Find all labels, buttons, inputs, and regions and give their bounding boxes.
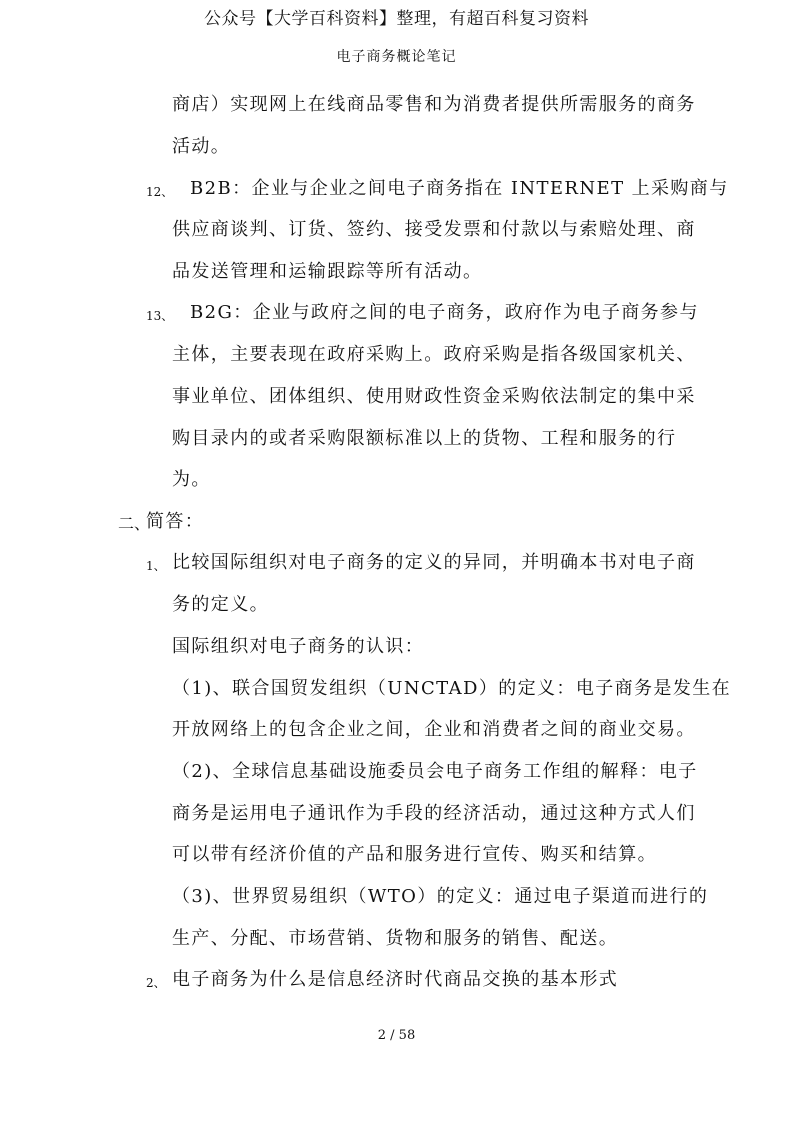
section-heading: 简答： bbox=[146, 511, 205, 532]
text-line: 供应商谈判、订货、签约、接受发票和付款以与索赔处理、商 bbox=[172, 219, 696, 240]
text-line: 电子商务为什么是信息经济时代商品交换的基本形式 bbox=[172, 969, 619, 990]
question-number-2: 2、 bbox=[146, 976, 166, 990]
text-line: 开放网络上的包含企业之间，企业和消费者之间的商业交易。 bbox=[172, 719, 696, 740]
text-line: 比较国际组织对电子商务的定义的异同，并明确本书对电子商 bbox=[172, 552, 696, 573]
text-line: 生产、分配、市场营销、货物和服务的销售、配送。 bbox=[172, 928, 619, 949]
text-line: 商店）实现网上在线商品零售和为消费者提供所需服务的商务 bbox=[172, 94, 696, 115]
text-line: 主体，主要表现在政府采购上。政府采购是指各级国家机关、 bbox=[172, 344, 696, 365]
text-line: （2)、全球信息基础设施委员会电子商务工作组的解释：电子 bbox=[172, 761, 698, 782]
text-line: 品发送管理和运输跟踪等所有活动。 bbox=[172, 261, 483, 282]
header-document-title: 电子商务概论笔记 bbox=[336, 49, 457, 65]
text-line: B2G：企业与政府之间的电子商务，政府作为电子商务参与 bbox=[190, 302, 699, 323]
text-line: 务的定义。 bbox=[172, 594, 269, 615]
question-number-1: 1、 bbox=[146, 559, 166, 573]
text-line: 国际组织对电子商务的认识： bbox=[172, 636, 425, 657]
text-line: 事业单位、团体组织、使用财政性资金采购依法制定的集中采 bbox=[172, 386, 696, 407]
text-line: 商务是运用电子通讯作为手段的经济活动，通过这种方式人们 bbox=[172, 803, 696, 824]
list-number-13: 13、 bbox=[146, 309, 174, 323]
text-line: 活动。 bbox=[172, 136, 231, 157]
text-line: 可以带有经济价值的产品和服务进行宣传、购买和结算。 bbox=[172, 844, 657, 865]
text-line: 为。 bbox=[172, 469, 211, 490]
page-number: 2 / 58 bbox=[377, 1028, 416, 1043]
section-number: 二、 bbox=[118, 514, 151, 533]
list-number-12: 12、 bbox=[146, 185, 174, 199]
text-line: 购目录内的或者采购限额标准以上的货物、工程和服务的行 bbox=[172, 428, 677, 449]
header-source-line: 公众号【大学百科资料】整理，有超百科复习资料 bbox=[204, 9, 589, 29]
text-line: B2B：企业与企业之间电子商务指在 INTERNET 上采购商与 bbox=[190, 178, 729, 199]
text-line: （3)、世界贸易组织（WTO）的定义：通过电子渠道而进行的 bbox=[172, 886, 709, 907]
text-line: （1)、联合国贸发组织（UNCTAD）的定义：电子商务是发生在 bbox=[172, 678, 732, 699]
